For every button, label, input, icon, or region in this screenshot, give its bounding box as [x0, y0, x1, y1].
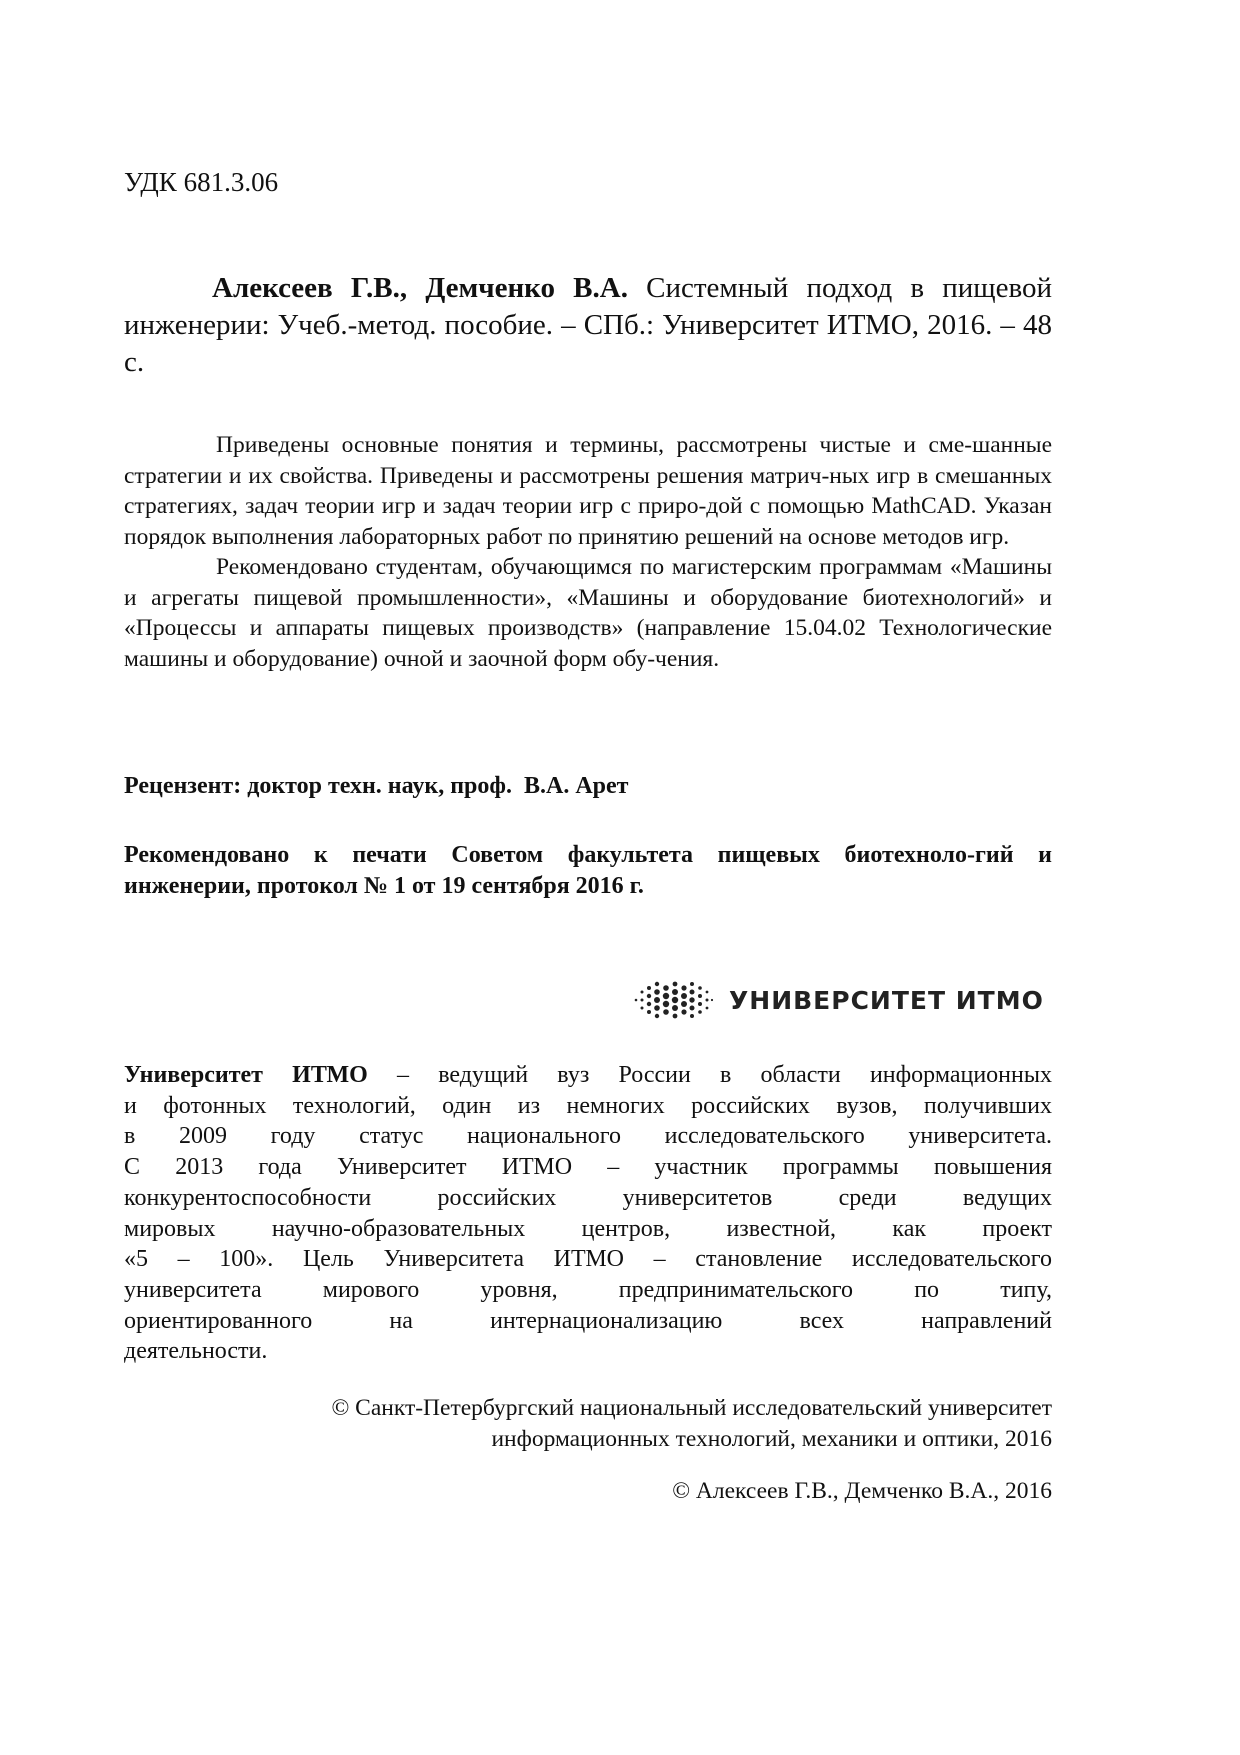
logo-wordmark: УНИВЕРСИТЕТ ИТМО [729, 985, 1044, 1015]
reviewer-line: Рецензент: доктор техн. наук, проф. В.А. Арет [124, 773, 629, 799]
about-line: конкурентоспособности российских университетов среди ведущих [124, 1184, 1052, 1211]
about-university [124, 1060, 1052, 1367]
copyright-authors: © Алексеев Г.В., Демченко В.А., 2016 [672, 1478, 1052, 1504]
about-line: «5 – 100». Цель Университета ИТМО – становление исследовательского [124, 1246, 1052, 1273]
copyright-organization [331, 1393, 1052, 1455]
about-title: Университет ИТМО [124, 1062, 368, 1088]
bibliographic-description: Системный подход в пищевой инженерии: Учеб.-метод. пособие. – СПб.: Университет ИТМО, 2016. – 48 с. [124, 272, 1053, 378]
about-line-text: – ведущий вуз России в области информационных [367, 1062, 1052, 1088]
about-line: С 2013 года Университет ИТМО – участник программы повышения [124, 1154, 1052, 1181]
about-line: в 2009 году статус национального исследовательского университета. [124, 1123, 1052, 1150]
annotation-paragraph-2: Рекомендовано студентам, обучающимся по магистерским программам «Машины и агрегаты пищевой промышленности», «Машины и оборудование биотехнологий» и «Процессы и аппараты пищевых производств» (направление 15.04.02 Технологические машины и оборудование) очной и заочной форм обу-чения. [124, 554, 1052, 672]
about-line: и фотонных технологий, один из немногих российских вузов, получивших [124, 1092, 1052, 1119]
about-line [124, 1060, 1052, 1091]
bibliographic-record [124, 270, 1052, 381]
annotation-paragraph-1: Приведены основные понятия и термины, рассмотрены чистые и сме-шанные стратегии и их свойства. Приведены и рассмотрены решения матрич-ных игр в смешанных стратегиях, задач теории игр и задач теории игр с приро-дой с помощью MathCAD. Указан порядок выполнения лабораторных работ по принятию решений на основе методов игр. [124, 432, 1052, 550]
about-line: деятельности. [124, 1338, 268, 1365]
itmo-dots-logo-icon [633, 978, 715, 1022]
copyright-organization-line-1: © Санкт-Петербургский национальный исследовательский университет [331, 1395, 1052, 1421]
annotation [124, 430, 1052, 674]
about-line: университета мирового уровня, предпринимательского по типу, [124, 1276, 1052, 1303]
about-line: ориентированного на интернационализацию всех направлений [124, 1307, 1052, 1334]
about-line: мировых научно-образовательных центров, известной, как проект [124, 1215, 1052, 1242]
bibliographic-authors: Алексеев Г.В., Демченко В.А. [212, 272, 628, 304]
approval-statement: Рекомендовано к печати Советом факультета пищевых биотехноло-гий и инженерии, протокол № 1 от 19 сентября 2016 г. [124, 842, 1052, 899]
udk-code: УДК 681.3.06 [124, 167, 279, 197]
itmo-logo [633, 978, 1044, 1022]
copyright-organization-line-2: информационных технологий, механики и оптики, 2016 [491, 1426, 1052, 1452]
